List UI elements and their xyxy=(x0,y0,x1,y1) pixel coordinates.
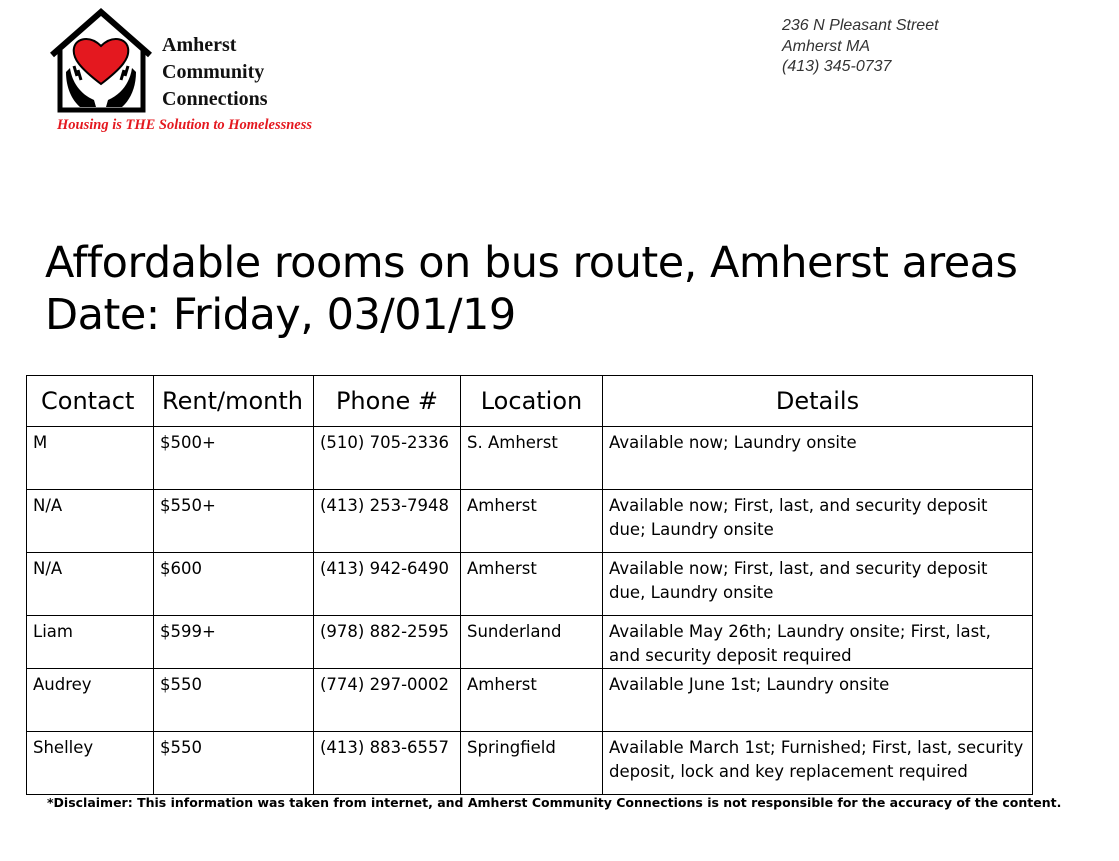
cell-details: Available now; Laundry onsite xyxy=(603,427,1033,490)
address-city: Amherst MA xyxy=(782,37,871,55)
cell-phone: (413) 253-7948 xyxy=(314,490,461,553)
cell-phone: (774) 297-0002 xyxy=(314,669,461,732)
address-phone: (413) 345-0737 xyxy=(782,58,892,75)
table-row xyxy=(27,616,1033,669)
table-row xyxy=(27,553,1033,616)
cell-details: Available May 26th; Laundry onsite; First, last, and security deposit required xyxy=(603,616,1033,669)
cell-phone: (413) 942-6490 xyxy=(314,553,461,616)
cell-phone: (510) 705-2336 xyxy=(314,427,461,490)
date-line: Date: Friday, 03/01/19 xyxy=(45,290,516,340)
cell-rent: $550 xyxy=(154,669,314,732)
cell-details: Available June 1st; Laundry onsite xyxy=(603,669,1033,732)
column-header: Location xyxy=(461,376,603,427)
cell-location: Springfield xyxy=(461,732,603,795)
org-name xyxy=(162,32,268,113)
column-header: Details xyxy=(603,376,1033,427)
table-row xyxy=(27,669,1033,732)
cell-location: Amherst xyxy=(461,669,603,732)
column-header: Rent/month xyxy=(154,376,314,427)
rooms-table xyxy=(26,375,1033,795)
tagline: Housing is THE Solution to Homelessness xyxy=(57,117,313,133)
cell-contact: Audrey xyxy=(27,669,154,732)
cell-rent: $550+ xyxy=(154,490,314,553)
disclaimer: *Disclaimer: This information was taken from internet, and Amherst Community Connections is not responsible for the accuracy of the content. xyxy=(47,795,1062,810)
cell-details: Available now; First, last, and security deposit due, Laundry onsite xyxy=(603,553,1033,616)
cell-location: Amherst xyxy=(461,553,603,616)
page-title xyxy=(45,237,1017,341)
cell-phone: (413) 883-6557 xyxy=(314,732,461,795)
table-header-row xyxy=(27,376,1033,427)
column-header: Phone # xyxy=(314,376,461,427)
table-row xyxy=(27,427,1033,490)
cell-contact: M xyxy=(27,427,154,490)
cell-details: Available now; First, last, and security deposit due; Laundry onsite xyxy=(603,490,1033,553)
cell-location: Sunderland xyxy=(461,616,603,669)
column-header: Contact xyxy=(27,376,154,427)
address-street: 236 N Pleasant Street xyxy=(782,17,939,34)
house-heart-hands-icon xyxy=(50,8,162,114)
cell-contact: N/A xyxy=(27,490,154,553)
cell-contact: Liam xyxy=(27,616,154,669)
cell-location: S. Amherst xyxy=(461,427,603,490)
org-name-line: Community xyxy=(162,61,265,83)
cell-rent: $600 xyxy=(154,553,314,616)
org-name-line: Amherst xyxy=(162,34,237,56)
cell-rent: $500+ xyxy=(154,427,314,490)
cell-contact: N/A xyxy=(27,553,154,616)
cell-phone: (978) 882-2595 xyxy=(314,616,461,669)
cell-details: Available March 1st; Furnished; First, last, security deposit, lock and key replacement required xyxy=(603,732,1033,795)
table-row xyxy=(27,732,1033,795)
table-row xyxy=(27,490,1033,553)
title-line: Affordable rooms on bus route, Amherst areas xyxy=(45,238,1018,288)
logo xyxy=(50,8,350,138)
org-name-line: Connections xyxy=(162,88,268,110)
address-block xyxy=(782,16,939,78)
cell-location: Amherst xyxy=(461,490,603,553)
cell-contact: Shelley xyxy=(27,732,154,795)
cell-rent: $550 xyxy=(154,732,314,795)
cell-rent: $599+ xyxy=(154,616,314,669)
